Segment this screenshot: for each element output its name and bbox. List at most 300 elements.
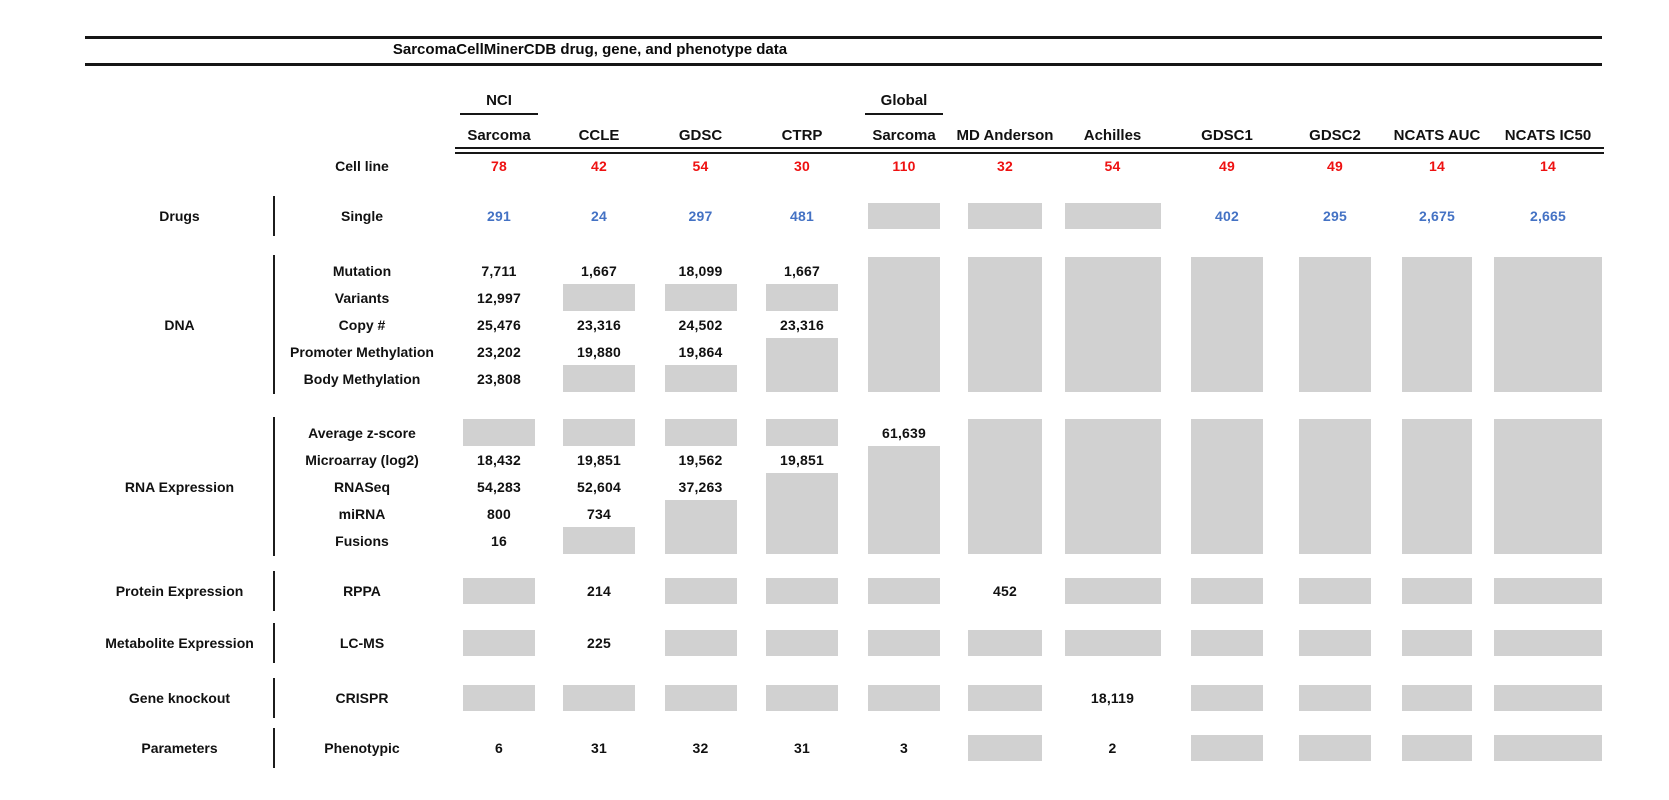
missing-data-cell <box>955 419 1055 446</box>
missing-data-cell <box>1488 338 1608 365</box>
group-separator-bar <box>273 255 275 394</box>
missing-data-cell <box>1170 257 1284 284</box>
missing-data-block <box>563 365 635 392</box>
missing-data-block <box>1402 419 1472 446</box>
missing-data-cell <box>955 365 1055 392</box>
data-value: 295 <box>1323 208 1347 224</box>
missing-data-block <box>563 419 635 446</box>
missing-data-cell <box>1284 527 1386 554</box>
missing-data-cell <box>955 735 1055 761</box>
missing-data-block <box>1299 284 1371 311</box>
missing-data-block <box>1299 527 1371 554</box>
missing-data-block <box>1299 578 1371 604</box>
missing-data-cell <box>1386 365 1488 392</box>
missing-data-cell <box>955 446 1055 473</box>
data-value: 481 <box>790 208 814 224</box>
missing-data-block <box>868 311 940 338</box>
data-value: 23,808 <box>476 370 522 387</box>
missing-data-cell <box>1055 311 1170 338</box>
row-label: Variants <box>334 289 390 306</box>
missing-data-cell <box>955 685 1055 711</box>
missing-data-block <box>1191 446 1263 473</box>
data-value: 12,997 <box>476 289 522 306</box>
missing-data-block <box>1065 284 1161 311</box>
missing-data-cell <box>1170 311 1284 338</box>
row-label: Mutation <box>332 262 392 279</box>
missing-data-block <box>868 685 940 711</box>
missing-data-cell <box>450 578 548 604</box>
missing-data-block <box>968 685 1042 711</box>
missing-data-cell <box>955 203 1055 229</box>
missing-data-block <box>868 630 940 656</box>
missing-data-cell <box>1488 500 1608 527</box>
missing-data-cell <box>1488 685 1608 711</box>
row-label: Copy # <box>338 316 386 333</box>
data-value: 23,316 <box>576 316 622 333</box>
missing-data-block <box>1065 527 1161 554</box>
missing-data-block <box>1065 446 1161 473</box>
missing-data-cell <box>1386 685 1488 711</box>
missing-data-block <box>968 257 1042 284</box>
missing-data-cell <box>1386 630 1488 656</box>
missing-data-cell <box>955 311 1055 338</box>
missing-data-cell <box>1055 446 1170 473</box>
missing-data-block <box>766 630 838 656</box>
missing-data-cell <box>1055 203 1170 229</box>
missing-data-block <box>1494 338 1602 365</box>
data-value: 24 <box>591 208 607 224</box>
missing-data-block <box>868 446 940 473</box>
section-drugs <box>85 203 1608 229</box>
missing-data-block <box>1065 338 1161 365</box>
missing-data-block <box>968 365 1042 392</box>
missing-data-block <box>766 685 838 711</box>
column-header-sarcoma: Sarcoma <box>467 126 531 144</box>
missing-data-cell <box>1284 500 1386 527</box>
missing-data-cell <box>1170 500 1284 527</box>
missing-data-block <box>766 338 838 365</box>
missing-data-cell <box>1386 284 1488 311</box>
missing-data-block <box>1065 311 1161 338</box>
missing-data-block <box>1299 419 1371 446</box>
missing-data-block <box>1299 311 1371 338</box>
cell-line-row <box>85 153 1608 179</box>
missing-data-block <box>1494 446 1602 473</box>
missing-data-block <box>1494 284 1602 311</box>
missing-data-cell <box>853 203 955 229</box>
missing-data-block <box>463 685 535 711</box>
missing-data-block <box>1299 630 1371 656</box>
missing-data-block <box>868 473 940 500</box>
missing-data-cell <box>1488 473 1608 500</box>
missing-data-cell <box>751 630 853 656</box>
missing-data-block <box>1299 735 1371 761</box>
column-header-gdsc2: GDSC2 <box>1309 126 1361 144</box>
missing-data-block <box>1299 473 1371 500</box>
missing-data-cell <box>1284 419 1386 446</box>
group-label: RNA Expression <box>124 478 235 495</box>
missing-data-cell <box>650 527 751 554</box>
missing-data-block <box>1065 500 1161 527</box>
data-value: 54,283 <box>476 478 522 495</box>
missing-data-block <box>968 527 1042 554</box>
missing-data-block <box>1191 578 1263 604</box>
missing-data-block <box>766 419 838 446</box>
data-value: 37,263 <box>678 478 723 495</box>
missing-data-cell <box>1055 630 1170 656</box>
missing-data-cell <box>1170 527 1284 554</box>
missing-data-block <box>563 685 635 711</box>
missing-data-block <box>1191 473 1263 500</box>
section-gene-knockout <box>85 685 1608 711</box>
missing-data-block <box>968 419 1042 446</box>
missing-data-cell <box>1284 578 1386 604</box>
missing-data-cell <box>1170 685 1284 711</box>
missing-data-block <box>1402 311 1472 338</box>
missing-data-block <box>1494 500 1602 527</box>
missing-data-cell <box>751 284 853 311</box>
missing-data-block <box>1065 365 1161 392</box>
missing-data-cell <box>1170 630 1284 656</box>
missing-data-block <box>1402 338 1472 365</box>
missing-data-block <box>968 311 1042 338</box>
missing-data-cell <box>1284 473 1386 500</box>
data-value: 225 <box>587 635 611 651</box>
missing-data-cell <box>955 500 1055 527</box>
missing-data-block <box>665 419 737 446</box>
data-value: 25,476 <box>476 316 522 333</box>
missing-data-cell <box>650 284 751 311</box>
missing-data-block <box>1402 578 1472 604</box>
section-metabolite-expression <box>85 630 1608 656</box>
data-value: 734 <box>587 505 611 522</box>
row-label: RPPA <box>343 583 381 599</box>
missing-data-cell <box>751 419 853 446</box>
data-value: 24,502 <box>678 316 723 333</box>
data-value: 452 <box>993 583 1017 599</box>
data-value: 18,432 <box>476 451 522 468</box>
header-group-row <box>85 84 1608 122</box>
missing-data-cell <box>955 630 1055 656</box>
missing-data-block <box>1191 365 1263 392</box>
cell-line-count: 54 <box>692 158 709 174</box>
missing-data-cell <box>548 685 650 711</box>
missing-data-cell <box>1170 735 1284 761</box>
data-value: 18,119 <box>1090 690 1135 706</box>
data-value: 19,880 <box>576 343 622 360</box>
missing-data-cell <box>853 500 955 527</box>
cell-line-count: 49 <box>1327 158 1343 174</box>
row-label: Body Methylation <box>303 370 421 387</box>
data-value: 18,099 <box>678 262 723 279</box>
missing-data-block <box>1065 578 1161 604</box>
missing-data-block <box>1191 419 1263 446</box>
missing-data-cell <box>853 578 955 604</box>
data-value: 32 <box>692 740 709 756</box>
missing-data-cell <box>955 473 1055 500</box>
missing-data-block <box>665 365 737 392</box>
missing-data-cell <box>1488 630 1608 656</box>
missing-data-block <box>1065 419 1161 446</box>
row-label: Fusions <box>335 532 389 549</box>
missing-data-cell <box>955 338 1055 365</box>
missing-data-block <box>1065 257 1161 284</box>
missing-data-cell <box>1386 338 1488 365</box>
missing-data-block <box>665 527 737 554</box>
missing-data-cell <box>751 500 853 527</box>
missing-data-block <box>766 473 838 500</box>
missing-data-block <box>1402 365 1472 392</box>
missing-data-cell <box>1055 473 1170 500</box>
missing-data-cell <box>853 311 955 338</box>
data-value: 31 <box>794 740 810 756</box>
missing-data-cell <box>1170 446 1284 473</box>
missing-data-cell <box>1170 419 1284 446</box>
cell-line-count: 42 <box>591 158 607 174</box>
missing-data-block <box>463 578 535 604</box>
missing-data-block <box>868 338 940 365</box>
missing-data-block <box>968 203 1042 229</box>
data-value: 214 <box>587 583 611 599</box>
cell-line-count: 32 <box>997 158 1013 174</box>
missing-data-cell <box>751 365 853 392</box>
missing-data-cell <box>853 446 955 473</box>
column-header-ctrp: CTRP <box>781 126 823 144</box>
missing-data-cell <box>1284 338 1386 365</box>
missing-data-block <box>1402 500 1472 527</box>
missing-data-cell <box>1386 473 1488 500</box>
missing-data-cell <box>650 500 751 527</box>
missing-data-cell <box>1055 338 1170 365</box>
missing-data-block <box>1402 284 1472 311</box>
data-value: 291 <box>487 208 511 224</box>
title-bottom-rule <box>85 63 1602 66</box>
missing-data-block <box>1191 338 1263 365</box>
missing-data-cell <box>1170 578 1284 604</box>
missing-data-cell <box>1488 311 1608 338</box>
missing-data-cell <box>548 419 650 446</box>
data-value: 19,562 <box>678 451 723 468</box>
cell-line-label: Cell line <box>335 158 389 174</box>
missing-data-block <box>1402 446 1472 473</box>
data-value: 23,202 <box>476 343 522 360</box>
missing-data-cell <box>450 685 548 711</box>
missing-data-cell <box>853 685 955 711</box>
group-separator-bar <box>273 623 275 663</box>
missing-data-cell <box>1386 578 1488 604</box>
cell-line-count: 54 <box>1104 158 1121 174</box>
missing-data-block <box>766 527 838 554</box>
missing-data-block <box>463 419 535 446</box>
missing-data-cell <box>853 284 955 311</box>
missing-data-cell <box>853 257 955 284</box>
missing-data-block <box>968 338 1042 365</box>
data-value: 19,851 <box>576 451 622 468</box>
missing-data-block <box>868 500 940 527</box>
missing-data-block <box>1494 473 1602 500</box>
missing-data-block <box>1065 203 1161 229</box>
column-header-gdsc1: GDSC1 <box>1201 126 1253 144</box>
missing-data-block <box>1191 257 1263 284</box>
data-value: 31 <box>591 740 607 756</box>
row-label: CRISPR <box>335 690 389 706</box>
group-separator-bar <box>273 728 275 768</box>
row-label: Microarray (log2) <box>305 451 419 468</box>
table-title: SarcomaCellMinerCDB drug, gene, and phenotype data <box>392 41 788 58</box>
missing-data-cell <box>1488 419 1608 446</box>
missing-data-cell <box>853 338 955 365</box>
missing-data-block <box>868 365 940 392</box>
missing-data-cell <box>650 419 751 446</box>
missing-data-cell <box>751 527 853 554</box>
missing-data-block <box>563 527 635 554</box>
missing-data-cell <box>1284 630 1386 656</box>
data-value: 23,316 <box>779 316 825 333</box>
missing-data-block <box>665 630 737 656</box>
missing-data-cell <box>751 578 853 604</box>
section-rna-expression <box>85 419 1608 554</box>
missing-data-block <box>463 630 535 656</box>
missing-data-cell <box>955 284 1055 311</box>
missing-data-cell <box>1386 735 1488 761</box>
missing-data-cell <box>1055 257 1170 284</box>
missing-data-cell <box>1386 500 1488 527</box>
data-value: 2,665 <box>1529 208 1567 224</box>
missing-data-block <box>1299 338 1371 365</box>
group-label: Gene knockout <box>128 690 231 706</box>
row-label: Average z-score <box>308 424 416 441</box>
missing-data-cell <box>1488 446 1608 473</box>
missing-data-block <box>1299 446 1371 473</box>
column-group-label: Global <box>865 92 943 115</box>
missing-data-cell <box>1055 500 1170 527</box>
missing-data-block <box>1191 630 1263 656</box>
column-group-label: NCI <box>460 92 538 115</box>
missing-data-cell <box>1386 527 1488 554</box>
group-label: DNA <box>164 316 195 333</box>
cell-line-count: 78 <box>491 158 507 174</box>
missing-data-cell <box>650 365 751 392</box>
missing-data-block <box>1299 685 1371 711</box>
missing-data-cell <box>1055 365 1170 392</box>
section-protein-expression <box>85 578 1608 604</box>
missing-data-block <box>1494 311 1602 338</box>
missing-data-cell <box>751 338 853 365</box>
missing-data-cell <box>1488 257 1608 284</box>
missing-data-block <box>968 630 1042 656</box>
missing-data-cell <box>1055 578 1170 604</box>
data-value: 19,864 <box>678 343 723 360</box>
missing-data-block <box>563 284 635 311</box>
missing-data-cell <box>1284 365 1386 392</box>
missing-data-cell <box>1170 473 1284 500</box>
missing-data-cell <box>1170 338 1284 365</box>
cell-line-count: 49 <box>1219 158 1235 174</box>
missing-data-cell <box>1170 284 1284 311</box>
data-value: 2,675 <box>1418 208 1456 224</box>
missing-data-cell <box>1055 419 1170 446</box>
data-value: 7,711 <box>481 262 517 279</box>
column-group-global <box>853 84 955 122</box>
data-value: 61,639 <box>881 424 927 441</box>
row-label: RNASeq <box>333 478 390 495</box>
data-value: 297 <box>688 208 713 224</box>
column-header-ncats-ic50: NCATS IC50 <box>1504 126 1592 144</box>
data-value: 402 <box>1215 208 1239 224</box>
missing-data-block <box>1299 257 1371 284</box>
missing-data-cell <box>1488 578 1608 604</box>
missing-data-block <box>968 284 1042 311</box>
missing-data-cell <box>548 527 650 554</box>
missing-data-cell <box>1284 311 1386 338</box>
column-header-gdsc: GDSC <box>678 126 723 144</box>
missing-data-block <box>1191 500 1263 527</box>
missing-data-block <box>1494 578 1602 604</box>
missing-data-block <box>1494 527 1602 554</box>
row-label: Promoter Methylation <box>290 343 434 360</box>
group-label: Metabolite Expression <box>105 635 254 651</box>
missing-data-cell <box>1386 446 1488 473</box>
missing-data-cell <box>1386 311 1488 338</box>
cell-line-count: 30 <box>794 158 810 174</box>
missing-data-block <box>665 284 737 311</box>
missing-data-block <box>868 284 940 311</box>
missing-data-cell <box>1284 685 1386 711</box>
missing-data-block <box>665 578 737 604</box>
missing-data-block <box>1402 630 1472 656</box>
section-dna <box>85 257 1608 392</box>
column-header-ncats-auc: NCATS AUC <box>1393 126 1481 144</box>
missing-data-cell <box>1284 284 1386 311</box>
missing-data-cell <box>450 630 548 656</box>
missing-data-block <box>968 735 1042 761</box>
group-separator-bar <box>273 196 275 236</box>
missing-data-block <box>1065 473 1161 500</box>
missing-data-block <box>1191 311 1263 338</box>
group-label: Protein Expression <box>115 583 244 599</box>
column-header-sarcoma: Sarcoma <box>872 126 936 144</box>
missing-data-block <box>1191 527 1263 554</box>
group-separator-bar <box>273 417 275 556</box>
missing-data-block <box>665 685 737 711</box>
missing-data-block <box>1402 257 1472 284</box>
missing-data-cell <box>853 473 955 500</box>
column-header-ccle: CCLE <box>578 126 620 144</box>
missing-data-block <box>968 473 1042 500</box>
data-value: 1,667 <box>783 262 821 279</box>
cell-line-count: 14 <box>1429 158 1445 174</box>
missing-data-cell <box>450 419 548 446</box>
missing-data-block <box>1065 630 1161 656</box>
header-row <box>85 122 1608 148</box>
cell-line-count: 110 <box>892 158 916 174</box>
missing-data-block <box>1191 284 1263 311</box>
missing-data-block <box>1299 365 1371 392</box>
missing-data-cell <box>955 257 1055 284</box>
missing-data-block <box>968 500 1042 527</box>
missing-data-block <box>766 578 838 604</box>
missing-data-cell <box>853 365 955 392</box>
missing-data-block <box>1494 685 1602 711</box>
missing-data-block <box>1402 527 1472 554</box>
missing-data-cell <box>1488 735 1608 761</box>
missing-data-cell <box>548 284 650 311</box>
cell-line-count: 14 <box>1540 158 1556 174</box>
missing-data-block <box>766 500 838 527</box>
missing-data-block <box>1191 735 1263 761</box>
row-label: Phenotypic <box>324 740 400 756</box>
missing-data-block <box>1494 365 1602 392</box>
